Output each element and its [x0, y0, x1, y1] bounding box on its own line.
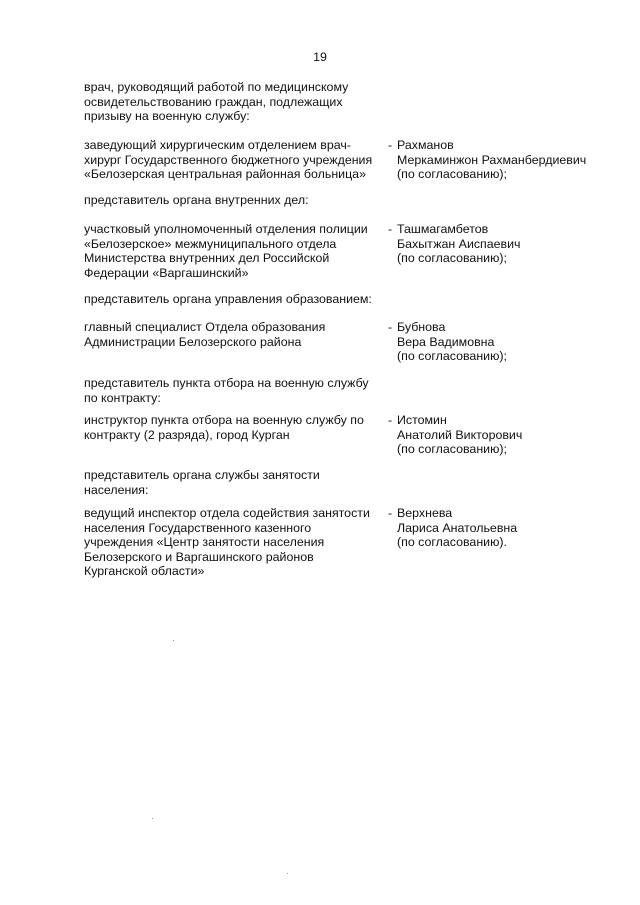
surname: Ташмагамбетов	[397, 222, 489, 236]
surname: Рахманов	[397, 138, 454, 152]
text-line: Курганской области»	[84, 564, 205, 579]
agreement-note: (по согласованию);	[397, 251, 507, 266]
given-names: Вера Вадимовна	[397, 334, 495, 349]
agreement-note: (по согласованию);	[397, 167, 507, 182]
scan-speck	[173, 640, 174, 641]
dash-mark: -	[388, 222, 393, 236]
given-names: Меркаминжон Рахманбердиевич	[397, 152, 587, 167]
dash-mark: -	[388, 320, 393, 334]
member-name	[388, 138, 608, 182]
text-line: заведующий хирургическим отделением врач-	[84, 138, 351, 152]
text-line: Федерации «Варгашинский»	[84, 265, 249, 280]
text-line: по контракту:	[84, 390, 161, 405]
section-heading-employment	[84, 468, 384, 497]
scan-speck	[152, 818, 153, 819]
text-line: Белозерского и Варгашинского районов	[84, 549, 314, 564]
text-line: представитель органа службы занятости	[84, 468, 320, 482]
member-position	[84, 138, 386, 182]
member-name	[388, 506, 608, 550]
text-line: Администрации Белозерского района	[84, 334, 302, 349]
dash-mark: -	[388, 413, 393, 427]
member-name	[388, 413, 608, 457]
member-position	[84, 413, 386, 442]
surname: Истомин	[397, 413, 447, 427]
text-line: инструктор пункта отбора на военную службу по	[84, 413, 364, 427]
member-position	[84, 222, 386, 280]
text-line: участковый уполномоченный отделения полиции	[84, 222, 368, 236]
dash-mark: -	[388, 138, 393, 152]
scan-speck	[287, 873, 288, 874]
dash-mark: -	[388, 506, 393, 520]
text-line: представитель органа управления образованием:	[84, 292, 372, 306]
text-line: ведущий инспектор отдела содействия занятости	[84, 506, 370, 520]
text-line: главный специалист Отдела образования	[84, 320, 326, 334]
text-line: населения Государственного казенного	[84, 520, 312, 535]
surname: Бубнова	[397, 320, 446, 334]
section-heading-medical	[84, 80, 384, 124]
text-line: Министерства внутренних дел Российской	[84, 251, 330, 266]
given-names: Анатолий Викторович	[397, 427, 523, 442]
text-line: хирург Государственного бюджетного учреждения	[84, 152, 373, 167]
member-position	[84, 506, 386, 579]
text-line: населения:	[84, 482, 149, 497]
text-line: учреждения «Центр занятости населения	[84, 535, 325, 550]
agreement-note: (по согласованию);	[397, 442, 507, 457]
page-number: 19	[313, 50, 327, 64]
member-position	[84, 320, 386, 349]
text-line: освидетельствованию граждан, подлежащих	[84, 94, 343, 109]
text-line: «Белозерское» межмуниципального отдела	[84, 236, 337, 251]
given-names: Бахытжан Аиспаевич	[397, 236, 521, 251]
section-heading-education	[84, 292, 384, 307]
agreement-note: (по согласованию);	[397, 349, 507, 364]
text-line: контракту (2 разряда), город Курган	[84, 427, 290, 442]
agreement-note: (по согласованию).	[397, 535, 507, 550]
text-line: призыву на военную службу:	[84, 109, 250, 124]
member-name	[388, 222, 608, 266]
surname: Верхнева	[397, 506, 453, 520]
section-heading-police	[84, 193, 384, 208]
text-line: представитель пункта отбора на военную службу	[84, 376, 369, 390]
given-names: Лариса Анатольевна	[397, 520, 518, 535]
section-heading-contract	[84, 376, 384, 405]
member-name	[388, 320, 608, 364]
text-line: представитель органа внутренних дел:	[84, 193, 309, 207]
text-line: «Белозерская центральная районная больница»	[84, 167, 366, 182]
text-line: врач, руководящий работой по медицинскому	[84, 80, 349, 94]
